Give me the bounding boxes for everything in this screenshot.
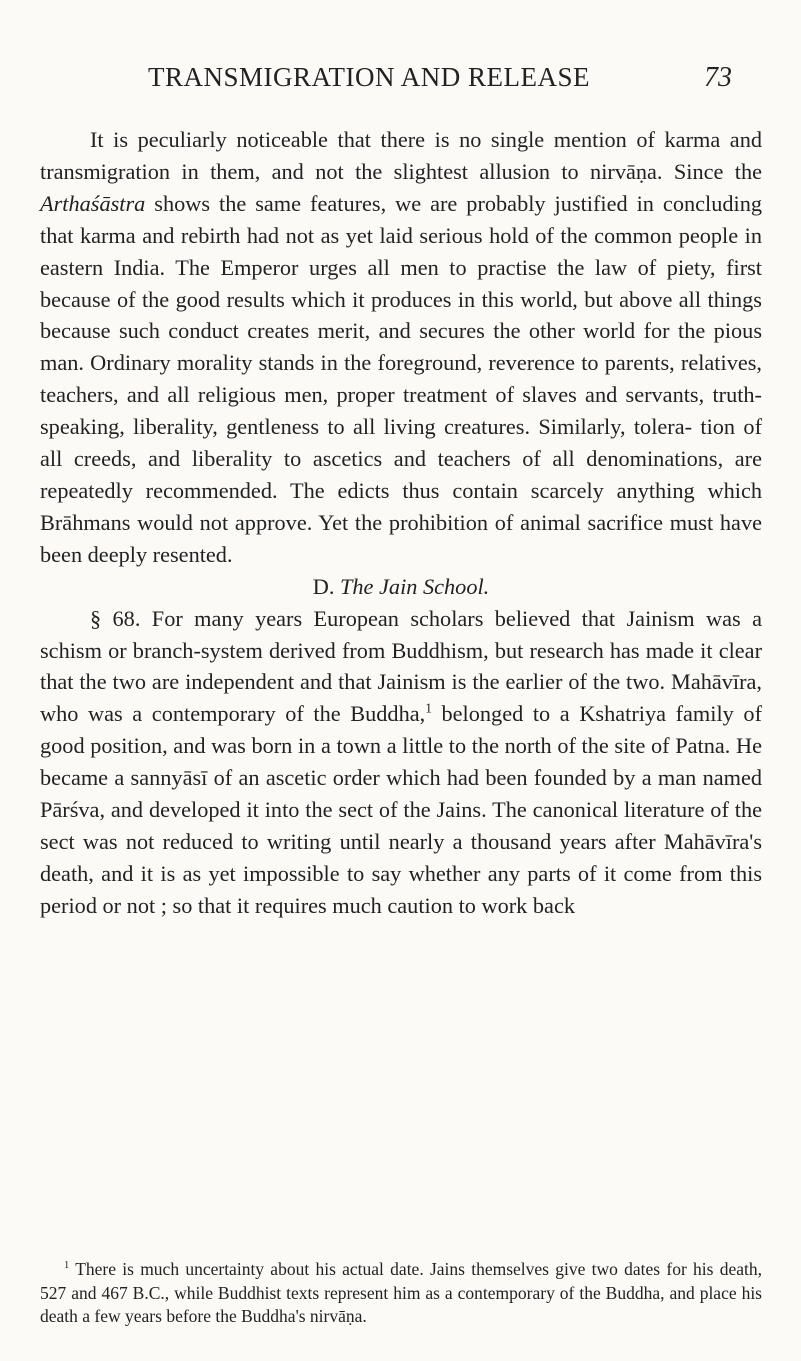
footnote-marker: 1 xyxy=(64,1260,70,1272)
running-head: TRANSMIGRATION AND RELEASE xyxy=(148,62,591,92)
paragraph xyxy=(40,124,762,571)
footnotes xyxy=(40,1258,762,1329)
section-title: The Jain School. xyxy=(340,573,490,599)
paragraph-text: § 68. For many years European scholars believed that Jainism was a schism or branch-system derived from Buddhism, but research has made it clear that the two are independent and that Jainism is the earlier of the two. Mahāvīra, who was a contemporary of the Buddha, xyxy=(40,605,762,727)
page-header xyxy=(0,62,801,102)
body-text xyxy=(40,124,762,922)
paragraph-text: belonged to a Kshatriya family of good position, and was born in a town a little to the north of the site of Patna. He became a sannyāsī of an ascetic order which had been founded by a man named Pārśva, and developed it into the sect of the Jains. The canonical literature of the sect was not reduced to writing until nearly a thousand years after Mahāvīra's death, and it is as yet impossible to say whether any parts of it come from this period or not ; so that it requires much caution to work back xyxy=(40,701,762,918)
paragraph-text: It is peculiarly noticeable that there is no single mention of karma and transmigration in them, and not the slightest allusion to nirvāṇa. Since the xyxy=(40,127,762,184)
paragraph-text: shows the same features, we are probably justified in concluding that karma and rebirth had not as yet laid serious hold of the common people in eastern India. The Emperor urges all men to practise the law of piety, first because of the good results which it produces in this world, but above all things because such conduct creates merit, and secures the other world for the pious man. Ordinary morality stands in the foreground, reverence to parents, relatives, teachers, and all religious men, proper treatment of slaves and servants, truth-speaking, liberality, gentleness to all living creatures. Similarly, tolera- tion of all creeds, and liberality to ascetics and teachers of all denominations, are repeatedly recommended. The edicts thus contain scarcely anything which Brāhmans would not approve. Yet the prohibition of animal sacrifice must have been deeply resented. xyxy=(40,190,762,567)
footnote-reference[interactable]: 1 xyxy=(425,700,432,716)
section-heading xyxy=(40,571,762,603)
footnote xyxy=(40,1258,762,1329)
paragraph xyxy=(40,603,762,922)
section-letter: D. xyxy=(312,573,335,599)
book-title: Arthaśāstra xyxy=(40,190,146,216)
footnote-text: There is much uncertainty about his actual date. Jains themselves give two dates for his death, 527 and 467 B.C., while Buddhist texts represent him as a contemporary of the Buddha, and place his death a few years before the Buddha's nirvāṇa. xyxy=(40,1259,762,1326)
page-number: 73 xyxy=(704,62,732,93)
